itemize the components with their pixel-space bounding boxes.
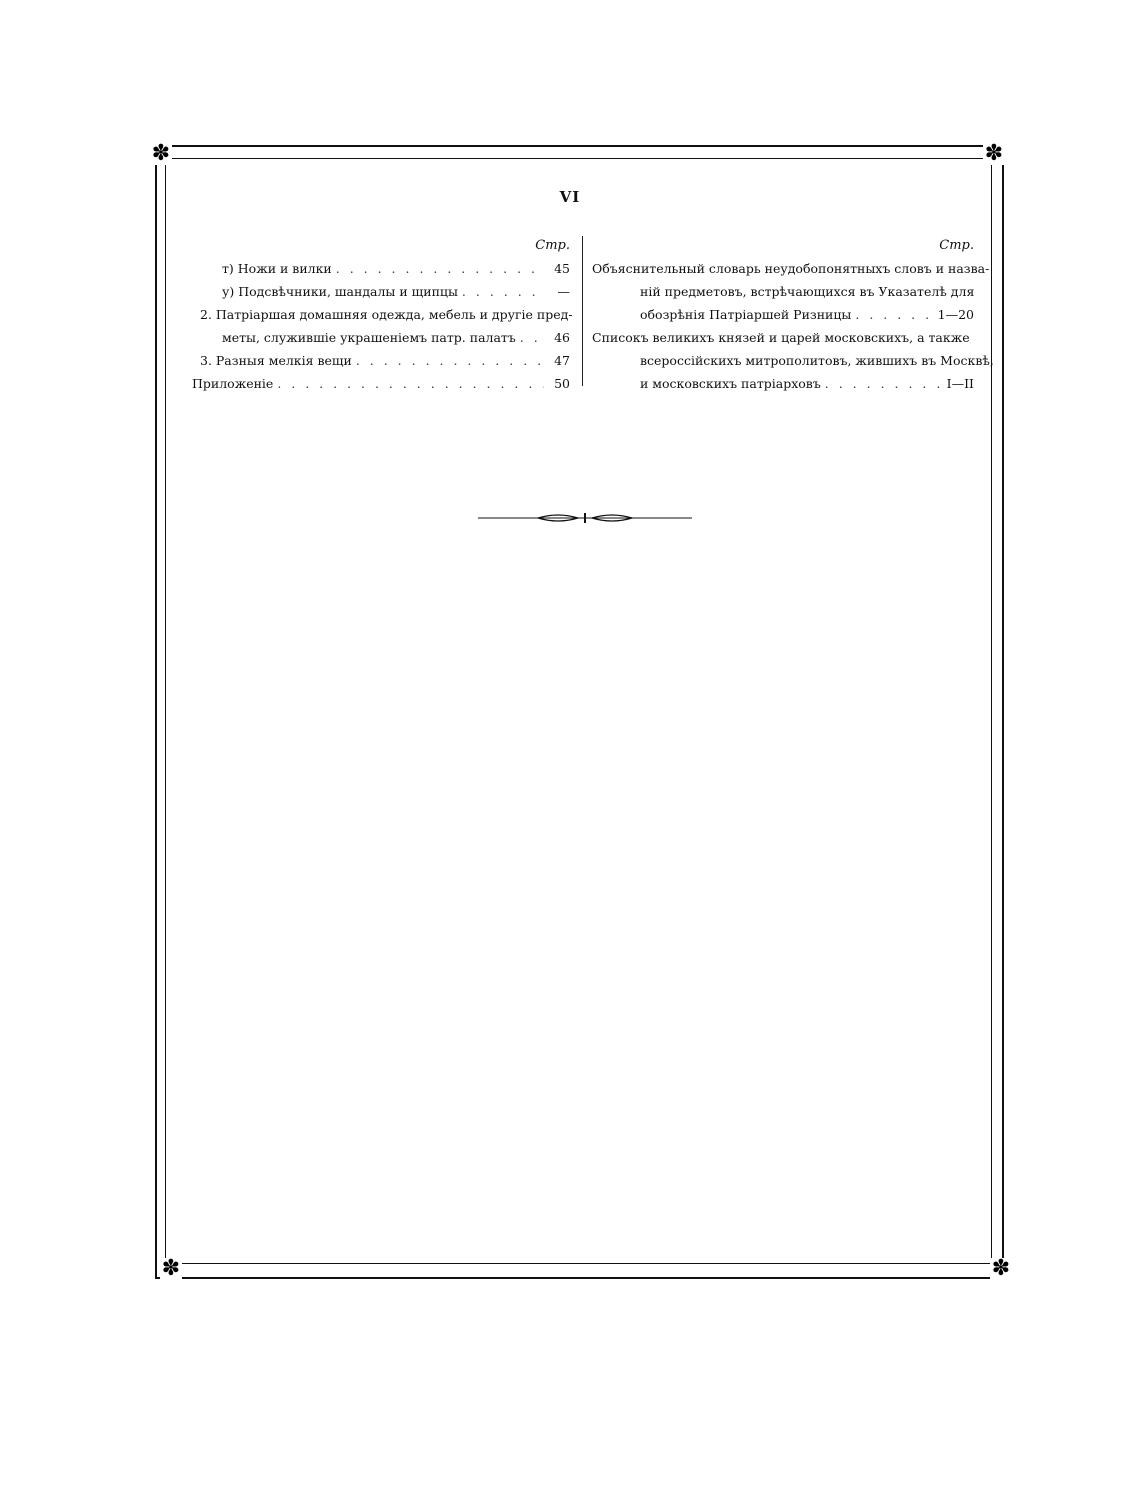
dot-leader: [520, 326, 544, 349]
toc-entry-text: и московскихъ патріарховъ: [640, 376, 821, 391]
toc-entry-text: Списокъ великихъ князей и царей московскихъ, а также: [592, 330, 970, 345]
dot-leader: [277, 372, 544, 395]
dot-leader: [855, 303, 933, 326]
toc-entry-page: I—II: [946, 376, 974, 391]
toc-entry: [192, 349, 570, 372]
toc-entry-page: 47: [554, 353, 570, 368]
corner-ornament-icon: ✽: [984, 141, 1004, 166]
toc-entry-text: Объяснительный словарь неудобопонятныхъ словъ и назва-: [592, 261, 990, 276]
toc-entry-text: у) Подсвѣчники, шандалы и щипцы: [222, 284, 458, 299]
toc-entry-text: меты, служившіе украшеніемъ патр. палатъ: [222, 330, 516, 345]
dot-leader: [356, 349, 544, 372]
toc-entry: [192, 326, 570, 349]
dot-leader: [462, 280, 544, 303]
page-column-heading: Стр.: [535, 238, 570, 253]
toc-entry-page: 46: [554, 330, 570, 345]
toc-left-column: [192, 234, 573, 395]
toc-entry-page: 45: [554, 261, 570, 276]
page-number: VI: [559, 188, 581, 206]
toc-entry-page: —: [557, 284, 570, 299]
toc-entry-text: ній предметовъ, встрѣчающихся въ Указателѣ для: [640, 284, 975, 299]
page-column-heading: Стр.: [939, 238, 974, 253]
corner-ornament-icon: ✽: [161, 1256, 181, 1281]
toc-entry: [592, 372, 974, 395]
flourish-divider-icon: [478, 508, 692, 528]
toc-entry-page: 50: [554, 376, 570, 391]
toc-entry-text: 3. Разныя мелкія вещи: [200, 353, 352, 368]
toc-entry-text: обозрѣнія Патріаршей Ризницы: [640, 307, 852, 322]
toc-entry: [192, 257, 570, 280]
corner-ornament-icon: ✽: [151, 141, 171, 166]
toc-entry: [592, 303, 974, 326]
toc-entry-text: т) Ножи и вилки: [222, 261, 332, 276]
dot-leader: [336, 257, 544, 280]
toc-entry: [192, 280, 570, 303]
toc-entry-text: Приложеніе: [192, 376, 274, 391]
column-divider: [582, 236, 583, 386]
toc-entry: [192, 372, 570, 395]
toc-entry-text: всероссійскихъ митрополитовъ, жившихъ въ Москвѣ,: [640, 353, 994, 368]
toc-entry-page: 1—20: [937, 307, 974, 322]
dot-leader: [825, 372, 943, 395]
corner-ornament-icon: ✽: [991, 1256, 1011, 1281]
toc-right-column: [592, 234, 994, 395]
toc-entry-text: 2. Патріаршая домашняя одежда, мебель и другіе пред-: [200, 307, 573, 322]
